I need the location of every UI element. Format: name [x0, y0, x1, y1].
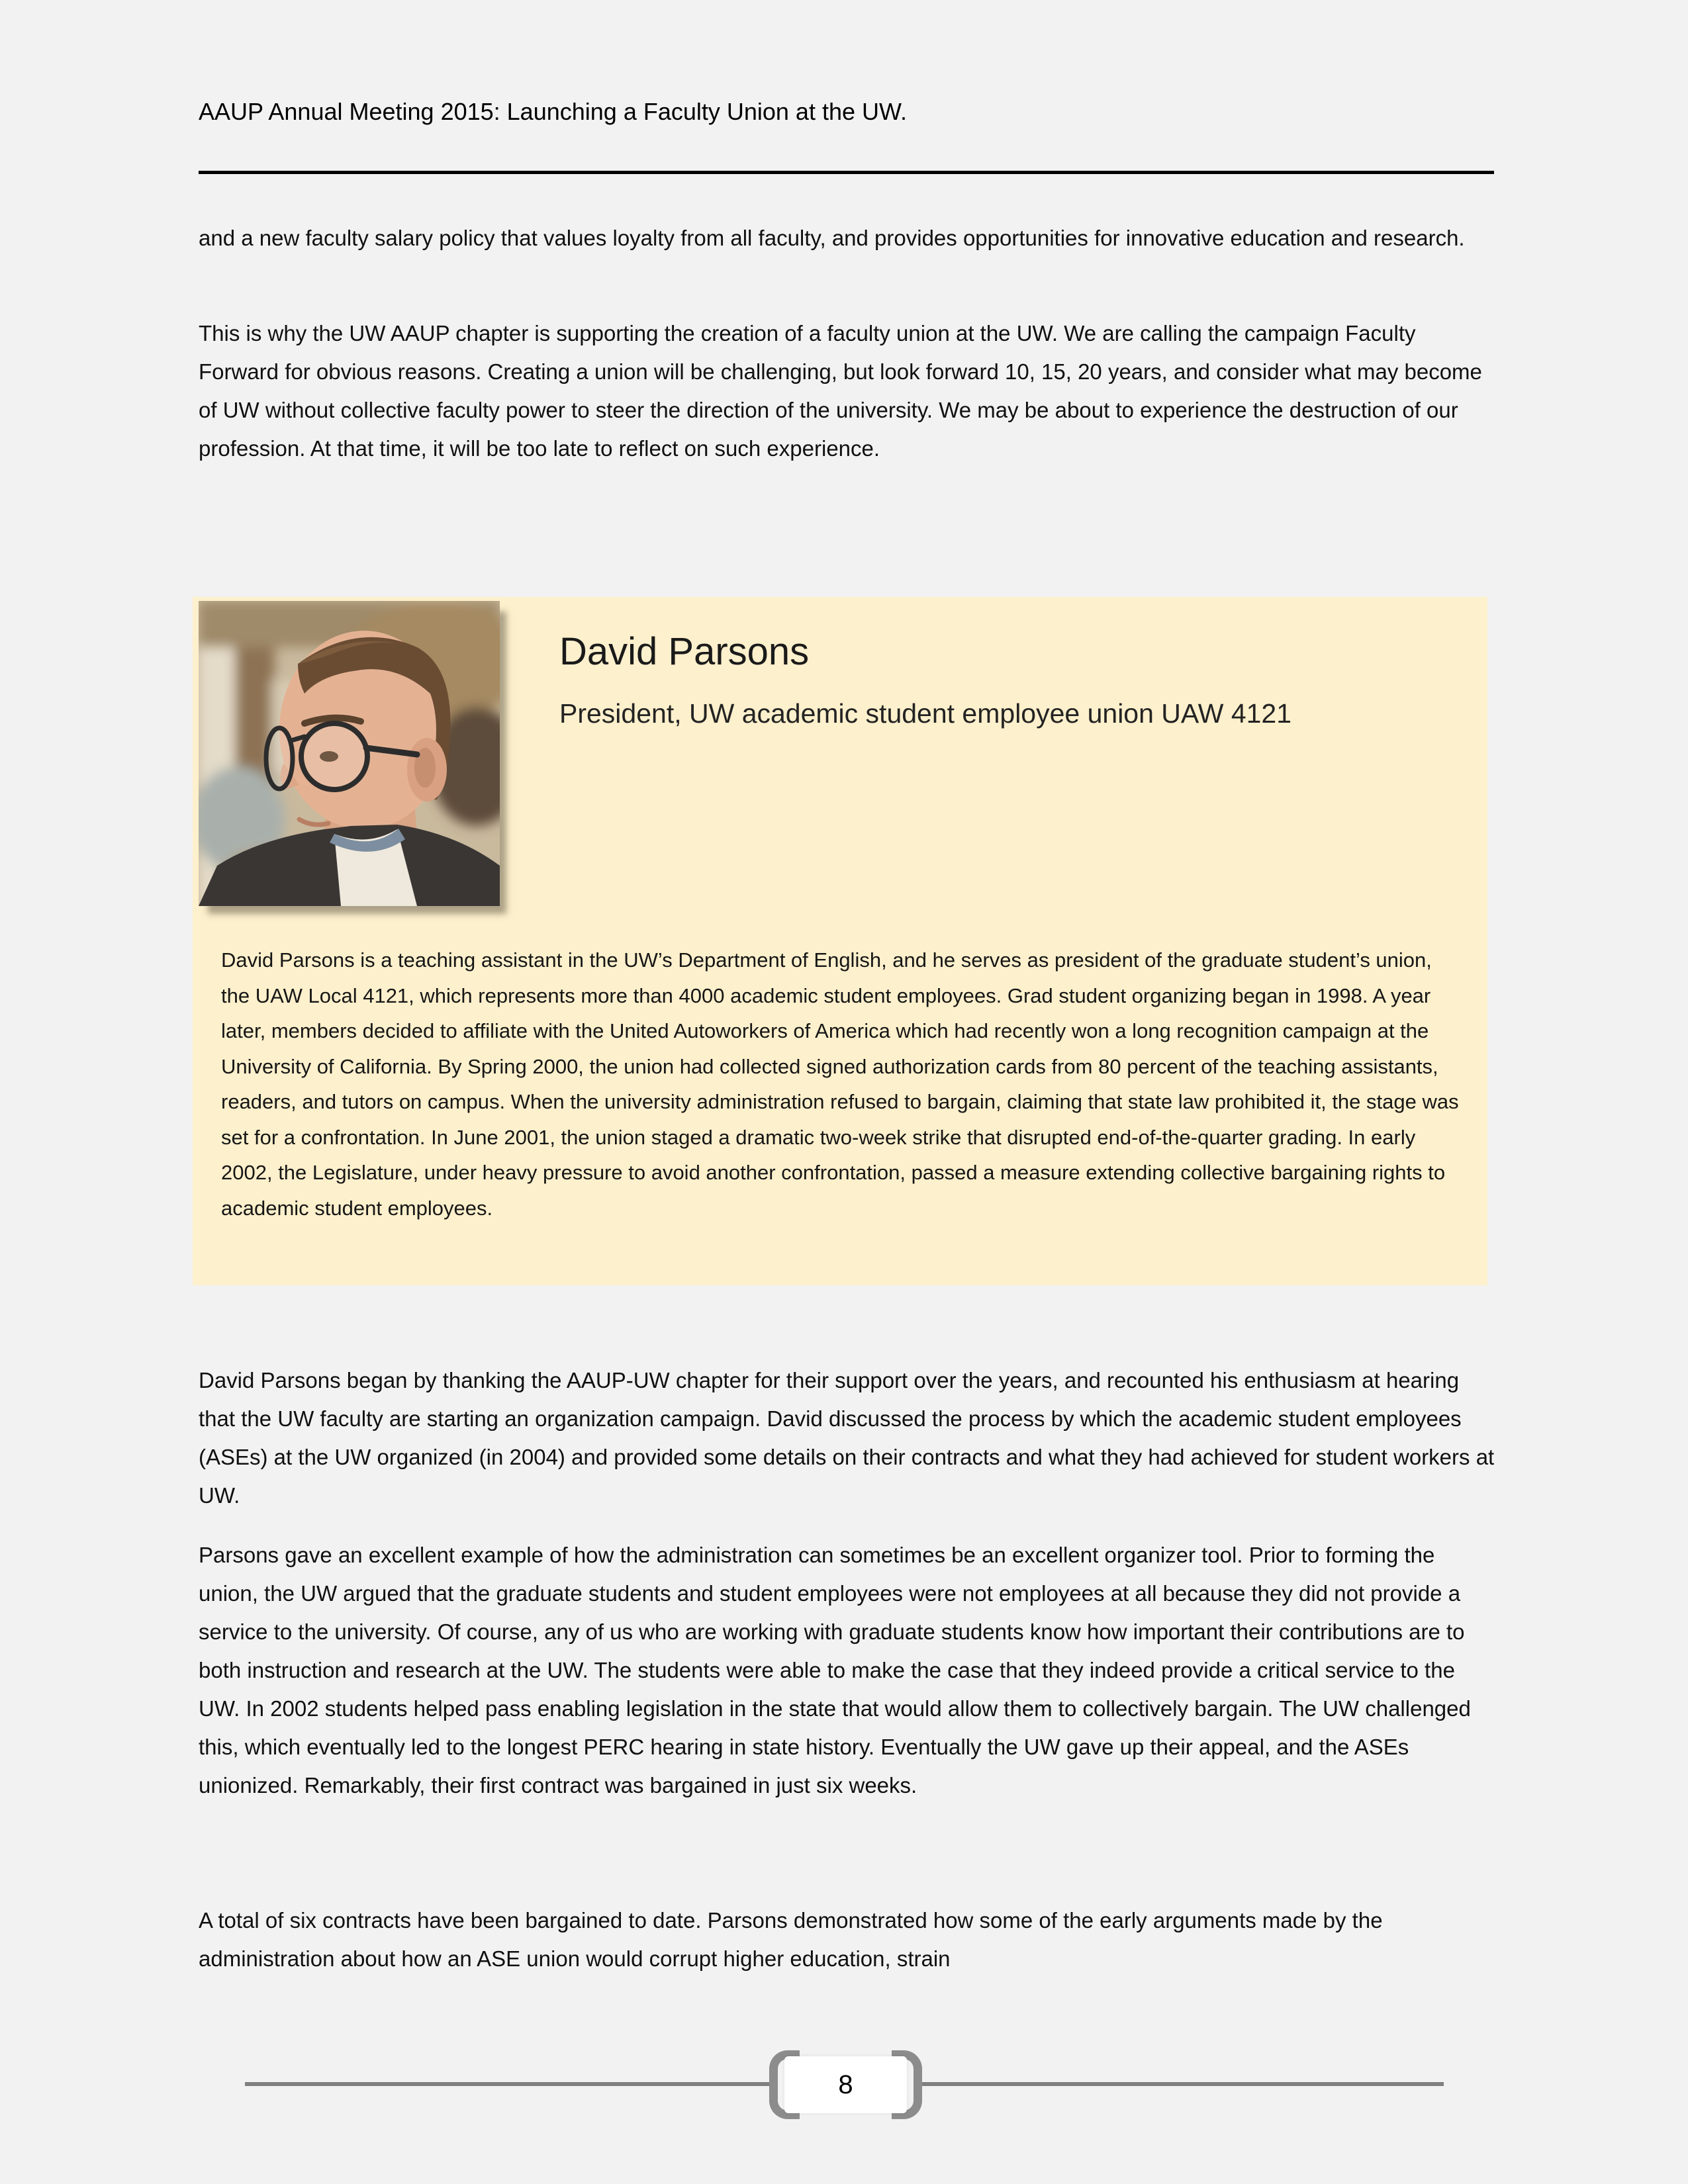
page-number-box [784, 2056, 907, 2113]
body-paragraph: Parsons gave an excellent example of how the administration can sometimes be an excellent organizer tool. Prior to forming the union, the UW argued that the graduate students and student employees were not employees at all because they did not provide a service to the university. Of course, any of us who are working with graduate students know how important their contributions are to both instruction and research at the UW. The students were able to make the case that they indeed provide a critical service to the UW. In 2002 students helped pass enabling legislation in the state that would allow them to collectively bargain. The UW challenged this, which eventually led to the longest PERC hearing in state history. Eventually the UW gave up their appeal, and the ASEs unionized. Remarkably, their first contract was bargained in just six weeks. [199, 1543, 1471, 1797]
page-header-title: AAUP Annual Meeting 2015: Launching a Faculty Union at the UW. [199, 98, 907, 125]
profile-photo [199, 601, 500, 906]
footer-rule-left [245, 2082, 771, 2086]
profile-bio: David Parsons is a teaching assistant in the UW’s Department of English, and he serves as president of the graduate student’s union, the UAW Local 4121, which represents more than 4000 academic student employees. Grad student organizing began in 1998. A year later, members decided to affiliate with the United Autoworkers of America which had recently won a long recognition campaign at the University of California. By Spring 2000, the union had collected signed authorization cards from 80 percent of the teaching assistants, readers, and tutors on campus. When the university administration refused to bargain, claiming that state law prohibited it, the stage was set for a confrontation. In June 2001, the union staged a dramatic two-week strike that disrupted end-of-the-quarter grading. In early 2002, the Legislature, under heavy pressure to avoid another confrontation, passed a measure extending collective bargaining rights to academic student employees. [221, 948, 1459, 1220]
body-paragraph: This is why the UW AAUP chapter is supporting the creation of a faculty union at the UW. We are calling the campaign Faculty Forward for obvious reasons. Creating a union will be challenging, but look forward 10, 15, 20 years, and consider what may become of UW without collective faculty power to steer the direction of the university. We may be about to experience the destruction of our profession. At that time, it will be too late to reflect on such experience. [199, 321, 1482, 461]
profile-name: David Parsons [559, 630, 810, 673]
page-number: 8 [838, 2070, 853, 2099]
body-paragraph: and a new faculty salary policy that values loyalty from all faculty, and provides opportunities for innovative education and research. [199, 226, 1465, 250]
footer-rule-right [921, 2082, 1444, 2086]
header-rule [199, 171, 1494, 174]
profile-role: President, UW academic student employee union UAW 4121 [559, 698, 1292, 729]
portrait-illustration [199, 601, 500, 906]
profile-card [193, 597, 1487, 1285]
body-paragraph: A total of six contracts have been bargained to date. Parsons demonstrated how some of the early arguments made by the administration about how an ASE union would corrupt higher education, strain [199, 1908, 1383, 1971]
body-paragraph: David Parsons began by thanking the AAUP-UW chapter for their support over the years, and recounted his enthusiasm at hearing that the UW faculty are starting an organization campaign. David discussed the process by which the academic student employees (ASEs) at the UW organized (in 2004) and provided some details on their contracts and what they had achieved for student workers at UW. [199, 1368, 1495, 1508]
